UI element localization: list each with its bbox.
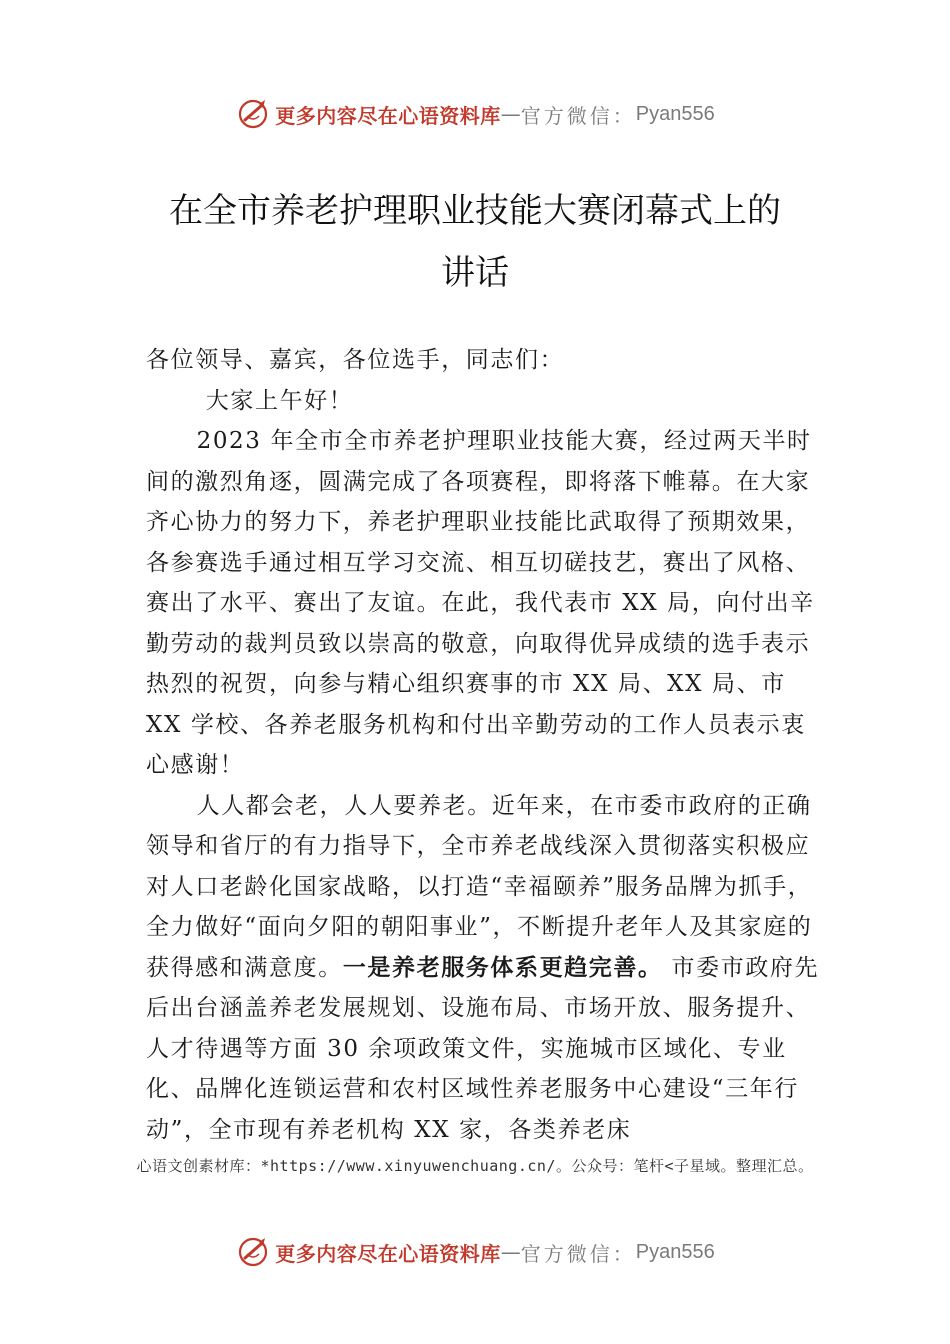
brand-logo-icon (235, 1234, 271, 1270)
paragraph-2-continued: 市委市政府先后出台涵盖养老发展规划、设施布局、市场开放、服务提升、人才待遇等方面 30 余项政策文件，实施城市区域化、专业化、品牌化连锁运营和农村区域性养老服务中心建设“三年行动”，全市现有养老机构 XX 家，各类养老床 (146, 954, 820, 1143)
paragraph-2-bold-heading: 一是养老服务体系更趋完善。 (342, 953, 663, 981)
salutation: 各位领导、嘉宾，各位选手，同志们： (146, 347, 565, 373)
banner-wechat-id: Pyan556 (635, 102, 715, 125)
document-title (100, 180, 850, 304)
title-line-1: 在全市养老护理职业技能大赛闭幕式上的 (169, 191, 781, 231)
banner-main-text: 更多内容尽在心语资料库 (275, 1241, 501, 1266)
brand-logo-icon (235, 96, 271, 132)
banner-dash: — (500, 102, 521, 126)
footer-source-note: 心语文创素材库：*https://www.xinyuwenchuang.cn/。公众号：笔杆<子星域。整理汇总。 (136, 1157, 814, 1175)
banner-wechat-id: Pyan556 (635, 1240, 715, 1263)
document-body (146, 340, 826, 1150)
greeting: 大家上午好！ (205, 387, 354, 414)
banner-wechat-label: 官方微信： (520, 1241, 636, 1266)
paragraph-1: 2023 年全市全市养老护理职业技能大赛，经过两天半时间的激烈角逐，圆满完成了各项赛程，即将落下帷幕。在大家齐心协力的努力下，养老护理职业技能比武取得了预期效果，各参赛选手通过相互学习交流、相互切磋技艺，赛出了风格、赛出了水平、赛出了友谊。在此，我代表市 XX 局，向付出辛勤劳动的裁判员致以崇高的敬意，向取得优异成绩的选手表示热烈的祝贺，向参与精心组织赛事的市 XX 局、XX 局、市 XX 学校、各养老服务机构和付出辛勤劳动的工作人员表示衷心感谢！ (146, 428, 815, 778)
banner-wechat-label: 官方微信： (520, 103, 636, 128)
banner-main-text: 更多内容尽在心语资料库 (275, 103, 501, 128)
banner-dash: — (500, 1240, 521, 1264)
paragraph-2 (146, 786, 826, 1151)
header-banner (0, 94, 950, 134)
footer-banner (0, 1232, 950, 1272)
title-line-2: 讲话 (441, 253, 509, 293)
paragraph-2-text: 人人都会老，人人要养老。近年来，在市委市政府的正确领导和省厅的有力指导下，全市养老战线深入贯彻落实积极应对人口老龄化国家战略，以打造“幸福颐养”服务品牌为抓手，全力做好“面向夕阳的朝阳事业”，不断提升老年人及其家庭的获得感和满意度。 (146, 792, 813, 981)
